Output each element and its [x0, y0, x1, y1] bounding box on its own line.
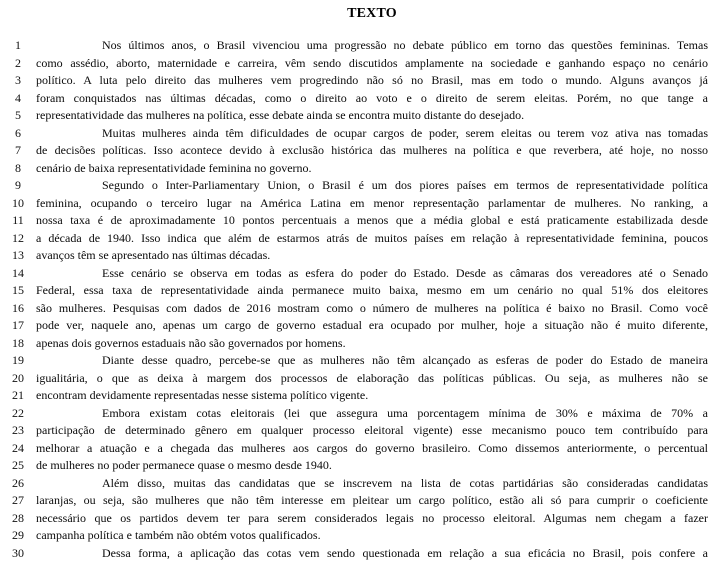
- text-line: [0, 457, 718, 475]
- line-text: avanços têm se apresentado nas últimas décadas.: [36, 248, 271, 262]
- text-line: [0, 387, 718, 405]
- line-text: Muitas mulheres ainda têm dificuldades de ocupar cargos de poder, serem eleitas ou terem voz ativa nas tomadas: [102, 125, 708, 140]
- line-number: 15: [12, 283, 24, 297]
- line-number: 24: [12, 440, 24, 455]
- line-number: 12: [12, 230, 24, 245]
- line-number: 11: [12, 213, 24, 227]
- line-number: 16: [12, 300, 24, 315]
- line-number: 13: [12, 248, 24, 262]
- line-number: 30: [12, 545, 24, 560]
- line-number: 25: [12, 458, 24, 472]
- text-line: [0, 352, 718, 370]
- line-number: 18: [12, 335, 24, 350]
- line-text: Dessa forma, a aplicação das cotas vem sendo questionada em relação a sua eficácia no Brasil, pois confere a: [102, 545, 708, 560]
- line-number: 23: [12, 423, 24, 437]
- text-line: [0, 142, 718, 160]
- line-number: 5: [15, 108, 21, 122]
- line-number: 1: [15, 38, 21, 52]
- text-line: [0, 230, 718, 248]
- line-number: 10: [12, 195, 24, 210]
- document-title: TEXTO: [347, 6, 397, 21]
- line-number: 4: [15, 90, 21, 105]
- text-line: [0, 370, 718, 388]
- line-text: pode ver, naquele ano, apenas um cargo de governo estadual era ocupado por mulher, hoje a situação não é muito diferente,: [36, 318, 708, 332]
- line-text: laranjas, ou seja, são mulheres que não têm interesse em pleitear um cargo político, estão ali só para cumprir o coeficiente: [36, 493, 708, 507]
- line-text: Embora existam cotas eleitorais (lei que assegura uma porcentagem mínima de 30% e máxima de 70% a: [102, 405, 708, 420]
- line-text: como assédio, aborto, maternidade e carreira, vêm sendo discutidos amplamente na sociedade e ganhando espaço no cenário: [36, 55, 708, 70]
- line-text: participação de determinado gênero em qualquer processo eleitoral vigente) esse mecanismo pouco tem contribuído para: [36, 423, 708, 437]
- line-text: igualitária, o que as deixa à margem dos processos de elaboração das políticas públicas. Ou seja, as mulheres não se: [36, 370, 708, 385]
- text-line: [0, 300, 718, 318]
- line-text: Diante desse quadro, percebe-se que as mulheres não têm alcançado as esferas de poder do Estado de maneira: [102, 353, 708, 367]
- line-number: 26: [12, 475, 24, 490]
- line-text: feminina, ocupando o terceiro lugar na América Latina em menor representação parlamentar de mulheres. No ranking, a: [36, 195, 708, 210]
- text-line: [0, 510, 718, 528]
- line-number: 14: [12, 265, 24, 280]
- line-number: 28: [12, 510, 24, 525]
- text-line: [0, 107, 718, 125]
- text-line: [0, 160, 718, 178]
- text-line: [0, 265, 718, 283]
- text-line: [0, 177, 718, 195]
- text-line: [0, 37, 718, 55]
- text-line: [0, 195, 718, 213]
- line-text: apenas dois governos estaduais não são governados por homens.: [36, 335, 346, 350]
- text-line: [0, 72, 718, 90]
- text-line: [0, 317, 718, 335]
- text-line: [0, 212, 718, 230]
- line-text: necessário que os partidos devem ter para serem considerados legais no processo eleitoral. Algumas nem chegam a fazer: [36, 510, 708, 525]
- line-text: Além disso, muitas das candidatas que se inscrevem na lista de cotas partidárias são consideradas candidatas: [102, 475, 708, 490]
- text-line: [0, 282, 718, 300]
- text-line: [0, 335, 718, 353]
- line-text: encontram devidamente representadas nesse sistema político vigente.: [36, 388, 369, 402]
- text-line: [0, 475, 718, 493]
- line-number: 20: [12, 370, 24, 385]
- line-number: 3: [15, 73, 21, 87]
- text-line: [0, 247, 718, 265]
- text-line: [0, 440, 718, 458]
- line-number: 6: [15, 125, 21, 140]
- line-number: 7: [15, 143, 21, 157]
- text-body: [0, 37, 718, 562]
- text-line: [0, 405, 718, 423]
- line-text: político. A luta pelo direito das mulheres vem progredindo não só no Brasil, mas em todo o mundo. Alguns avanços já: [36, 73, 708, 87]
- text-line: [0, 55, 718, 73]
- line-text: nossa taxa é de aproximadamente 10 pontos percentuais a menos que a média global e está praticamente estabilizada desde: [36, 213, 708, 227]
- line-text: representatividade das mulheres na política, esse debate ainda se encontra muito distante do desejado.: [36, 108, 525, 122]
- line-text: campanha política e também não obtém votos qualificados.: [36, 528, 321, 542]
- text-line: [0, 545, 718, 563]
- line-number: 17: [12, 318, 24, 332]
- line-text: são mulheres. Pesquisas com dados de 2016 mostram como o número de mulheres na política é baixo no Brasil. Como você: [36, 300, 708, 315]
- line-text: Esse cenário se observa em todas as esfera do poder do Estado. Desde as câmaras dos vereadores até o Senado: [102, 265, 708, 280]
- text-line: [0, 492, 718, 510]
- line-text: de mulheres no poder permanece quase o mesmo desde 1940.: [36, 458, 332, 472]
- line-text: Nos últimos anos, o Brasil vivenciou uma progressão no debate público em torno das questões femininas. Temas: [102, 38, 708, 52]
- line-text: a década de 1940. Isso indica que além de estarmos atrás de muitos países em relação à representatividade feminina, poucos: [36, 230, 708, 245]
- line-text: Segundo o Inter-Parliamentary Union, o Brasil é um dos piores países em termos de representatividade política: [102, 178, 708, 192]
- line-text: Federal, essa taxa de representatividade ainda permanece muito baixa, mesmo em um cenário no qual 51% dos eleitores: [36, 283, 708, 297]
- text-line: [0, 527, 718, 545]
- line-number: 29: [12, 528, 24, 542]
- line-text: foram conquistados nas últimas décadas, como o direito ao voto e o direito de serem eleitas. Porém, no que tange a: [36, 90, 708, 105]
- line-text: melhorar a atuação e a chegada das mulheres aos cargos do governo brasileiro. Como dissemos anteriormente, o percentual: [36, 440, 708, 455]
- text-line: [0, 422, 718, 440]
- line-number: 22: [12, 405, 24, 420]
- line-number: 9: [15, 178, 21, 192]
- line-number: 27: [12, 493, 24, 507]
- line-text: cenário de baixa representatividade feminina no governo.: [36, 160, 312, 175]
- line-number: 8: [15, 160, 21, 175]
- text-line: [0, 125, 718, 143]
- line-text: de decisões políticas. Isso acontece devido à exclusão histórica das mulheres na política e que reverbera, até hoje, no nosso: [36, 143, 708, 157]
- line-number: 19: [12, 353, 24, 367]
- text-line: [0, 90, 718, 108]
- line-number: 2: [15, 55, 21, 70]
- line-number: 21: [12, 388, 24, 402]
